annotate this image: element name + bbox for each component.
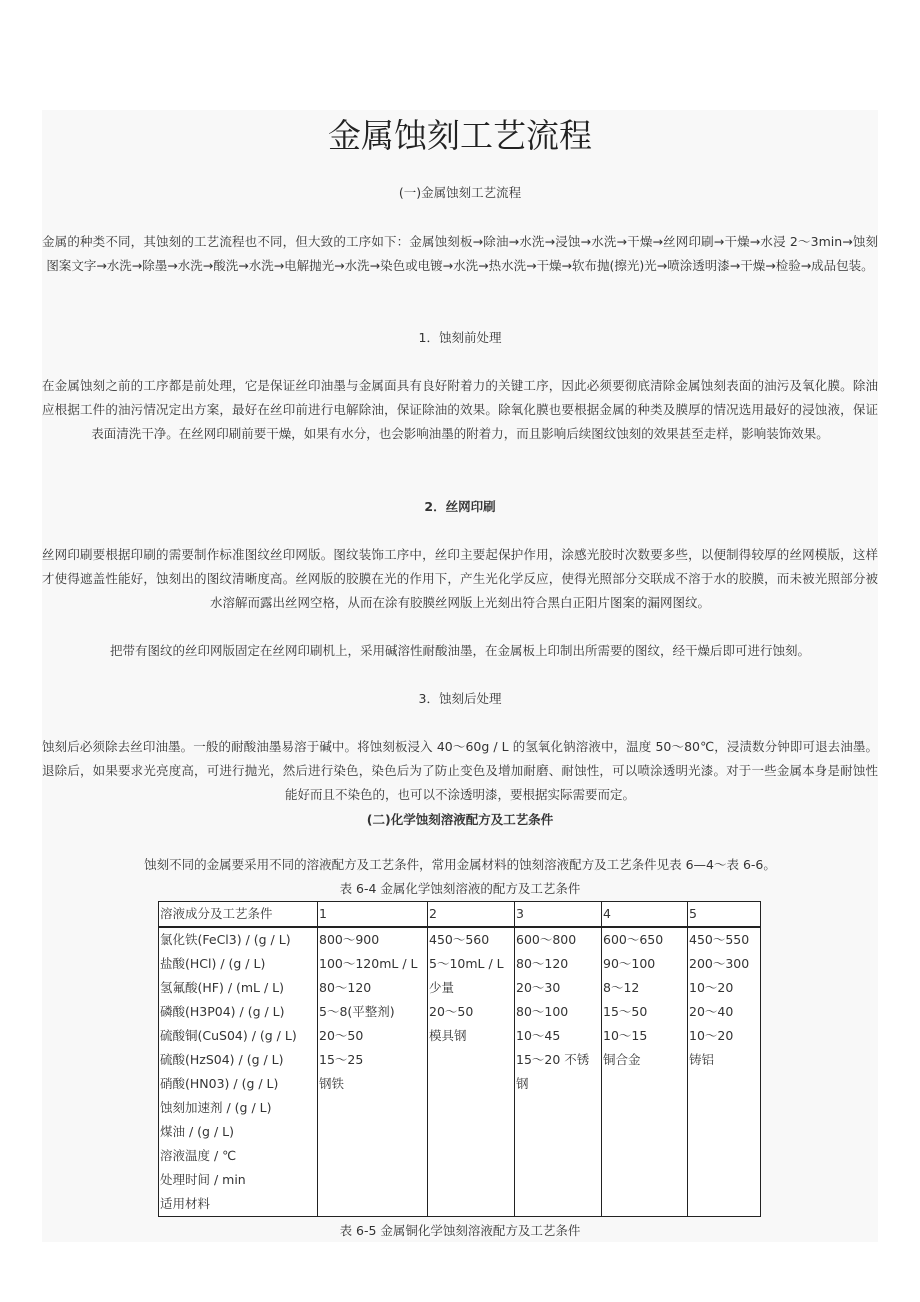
sub2-paragraph-2: 把带有图纹的丝印网版固定在丝网印刷机上，采用碱溶性耐酸油墨，在金属板上印制出所需要的图纹，经干燥后即可进行蚀刻。 [109,643,810,658]
cell-value: 20～50 [429,1004,474,1019]
page-title: 金属蚀刻工艺流程 [328,116,592,155]
row-label: 磷酸(H3P04) / (g / L) [160,1004,285,1019]
table-body-row [159,927,761,1217]
table-header-cell: 溶液成分及工艺条件 [159,902,318,928]
cell-value: 5～8(平整剂) [319,1004,395,1019]
formula-5-cell [688,927,761,1217]
cell-value: 90～100 [603,956,656,971]
cell-value: 10～20 [689,980,734,995]
row-label: 溶液温度 / ℃ [160,1148,237,1163]
row-label: 煤油 / (g / L) [160,1124,234,1139]
row-label: 处理时间 / min [160,1172,246,1187]
cell-value: 600～800 [516,932,577,947]
intro-paragraph: 金属的种类不同，其蚀刻的工艺流程也不同，但大致的工序如下：金属蚀刻板→除油→水洗→浸蚀→水洗→干燥→丝网印刷→干燥→水浸 2～3min→蚀刻图案文字→水洗→除墨→水洗→酸洗→水洗→电解抛光→水洗→染色或电镀→水洗→热水洗→干燥→软布抛(擦光)光→喷涂透明漆→干燥→检验→成品包装。 [42,234,878,273]
cell-value: 20～40 [689,1004,734,1019]
row-label: 硝酸(HN03) / (g / L) [160,1076,279,1091]
etching-solution-table [158,901,761,1217]
row-labels-cell [159,927,318,1217]
table-header-cell: 2 [428,902,515,928]
cell-value: 8～12 [603,980,640,995]
row-label: 硫酸铜(CuS04) / (g / L) [160,1028,297,1043]
cell-value: 少量 [429,980,455,995]
row-label: 适用材料 [160,1196,211,1211]
cell-value: 10～45 [516,1028,561,1043]
table-header-cell: 4 [602,902,688,928]
formula-1-cell [318,927,428,1217]
cell-value: 600～650 [603,932,664,947]
table-header-cell: 1 [318,902,428,928]
cell-value: 80～100 [516,1004,569,1019]
section2-heading: (二)化学蚀刻溶液配方及工艺条件 [366,812,554,827]
table-header-cell: 5 [688,902,761,928]
cell-value: 模具钢 [429,1028,467,1043]
cell-value: 20～50 [319,1028,364,1043]
cell-value: 800～900 [319,932,380,947]
cell-value: 100～120mL / L [319,956,418,971]
cell-value: 铜合金 [603,1052,641,1067]
row-label: 硫酸(HzS04) / (g / L) [160,1052,284,1067]
cell-value: 450～550 [689,932,750,947]
row-label: 氯化铁(FeCl3) / (g / L) [160,932,291,947]
sub2-paragraph-1: 丝网印刷要根据印刷的需要制作标准图纹丝印网版。图纹装饰工序中，丝印主要起保护作用，涂感光胶时次数要多些，以便制得较厚的丝网模版，这样才使得遮盖性能好，蚀刻出的图纹清晰度高。丝网版的胶膜在光的作用下，产生光化学反应，使得光照部分交联成不溶于水的胶膜，而未被光照部分被水溶解而露出丝网空格，从而在涂有胶膜丝网版上光刻出符合黑白正阳片图案的漏网图纹。 [42,547,878,610]
row-label: 蚀刻加速剂 / (g / L) [160,1100,272,1115]
cell-value: 450～560 [429,932,490,947]
formula-2-cell [428,927,515,1217]
cell-value: 200～300 [689,956,750,971]
cell-value: 15～20 不锈钢 [516,1052,590,1091]
cell-value: 10～20 [689,1028,734,1043]
sub2-heading: 2．丝网印刷 [424,499,496,514]
cell-value: 15～50 [603,1004,648,1019]
cell-value: 20～30 [516,980,561,995]
cell-value: 15～25 [319,1052,364,1067]
formula-3-cell [515,927,602,1217]
cell-value: 80～120 [516,956,569,971]
sub3-heading: 3．蚀刻后处理 [418,691,502,706]
cell-value: 10～15 [603,1028,648,1043]
table-6-5-caption: 表 6-5 金属铜化学蚀刻溶液配方及工艺条件 [339,1223,581,1238]
cell-value: 铸铝 [689,1052,715,1067]
section1-heading: (一)金属蚀刻工艺流程 [398,185,522,200]
cell-value: 80～120 [319,980,372,995]
sub1-heading: 1．蚀刻前处理 [418,330,502,345]
sub3-paragraph: 蚀刻后必须除去丝印油墨。一般的耐酸油墨易溶于碱中。将蚀刻板浸入 40～60g / L 的氢氧化钠溶液中，温度 50～80℃，浸渍数分钟即可退去油墨。退除后，如果要求光亮度高，可进行抛光，然后进行染色，染色后为了防止变色及增加耐磨、耐蚀性，可以喷涂透明光漆。对于一些金属本身是耐蚀性能好而且不染色的，也可以不涂透明漆，要根据实际需要而定。 [42,739,878,802]
row-label: 氢氟酸(HF) / (mL / L) [160,980,285,995]
sub1-paragraph: 在金属蚀刻之前的工序都是前处理，它是保证丝印油墨与金属面具有良好附着力的关键工序，因此必须要彻底清除金属蚀刻表面的油污及氧化膜。除油应根据工件的油污情况定出方案，最好在丝印前进行电解除油，保证除油的效果。除氧化膜也要根据金属的种类及膜厚的情况选用最好的浸蚀液，保证表面清洗干净。在丝网印刷前要干燥，如果有水分，也会影响油墨的附着力，而且影响后续图纹蚀刻的效果甚至走样，影响装饰效果。 [42,378,878,441]
formula-4-cell [602,927,688,1217]
section2-paragraph: 蚀刻不同的金属要采用不同的溶液配方及工艺条件，常用金属材料的蚀刻溶液配方及工艺条件见表 6—4～表 6-6。 [144,857,776,872]
cell-value: 5～10mL / L [429,956,504,971]
table-header-row [159,902,761,928]
row-label: 盐酸(HCl) / (g / L) [160,956,266,971]
table-header-cell: 3 [515,902,602,928]
cell-value: 钢铁 [319,1076,345,1091]
table-6-4-caption: 表 6-4 金属化学蚀刻溶液的配方及工艺条件 [339,881,581,896]
